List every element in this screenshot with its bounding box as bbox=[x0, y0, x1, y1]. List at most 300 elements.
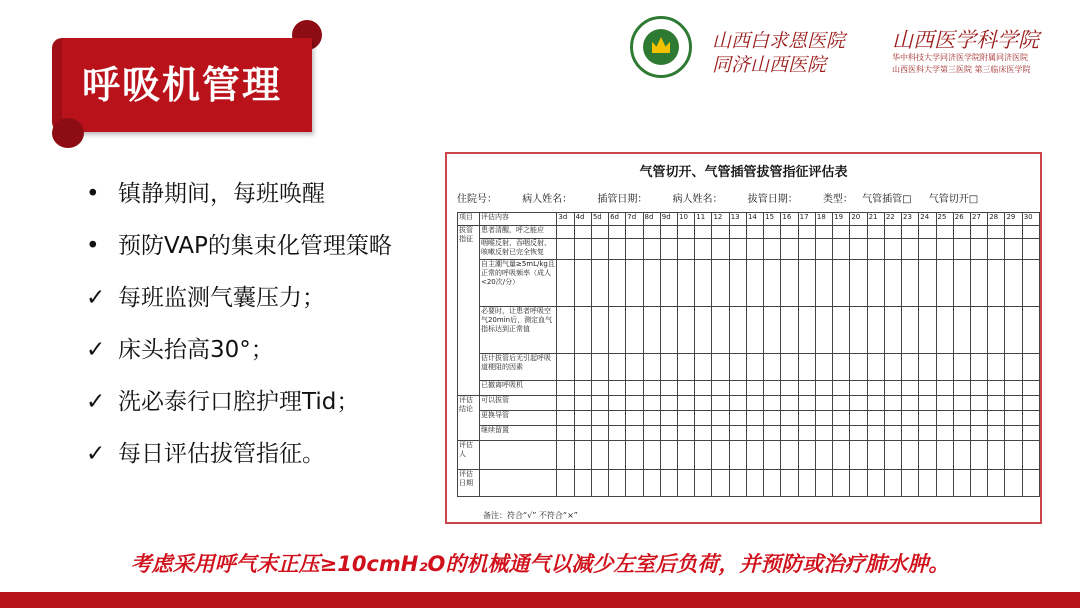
table-cell bbox=[626, 411, 643, 426]
table-row bbox=[458, 239, 1040, 260]
table-row bbox=[458, 381, 1040, 396]
table-cell bbox=[953, 426, 970, 441]
table-cell bbox=[764, 441, 781, 470]
table-cell bbox=[850, 226, 867, 239]
table-cell bbox=[936, 411, 953, 426]
table-cell bbox=[609, 426, 626, 441]
table-cell bbox=[712, 307, 729, 354]
table-cell bbox=[798, 470, 815, 497]
table-cell bbox=[970, 260, 987, 307]
bullet-icon: • bbox=[86, 181, 100, 207]
table-cell bbox=[988, 226, 1005, 239]
table-cell bbox=[626, 470, 643, 497]
header-day: 25 bbox=[936, 213, 953, 226]
header-day: 29 bbox=[1005, 213, 1022, 226]
table-cell bbox=[764, 239, 781, 260]
table-cell bbox=[781, 396, 798, 411]
table-cell bbox=[884, 307, 901, 354]
row-group: 评估结论 bbox=[458, 396, 480, 441]
table-cell bbox=[884, 381, 901, 396]
table-cell bbox=[557, 260, 574, 307]
table-cell bbox=[695, 426, 712, 441]
table-cell bbox=[953, 441, 970, 470]
table-cell bbox=[609, 381, 626, 396]
table-cell bbox=[712, 381, 729, 396]
header-day: 18 bbox=[815, 213, 832, 226]
table-cell bbox=[798, 381, 815, 396]
table-cell bbox=[815, 396, 832, 411]
table-cell bbox=[746, 470, 763, 497]
table-cell bbox=[574, 441, 591, 470]
page-title: 呼吸机管理 bbox=[82, 63, 283, 107]
table-row bbox=[458, 260, 1040, 307]
table-cell bbox=[678, 411, 695, 426]
table-cell bbox=[591, 396, 608, 411]
table-cell bbox=[626, 441, 643, 470]
header-day: 4d bbox=[574, 213, 591, 226]
table-cell bbox=[988, 307, 1005, 354]
table-cell bbox=[1005, 470, 1022, 497]
table-cell bbox=[884, 396, 901, 411]
table-cell bbox=[919, 354, 936, 381]
table-cell bbox=[867, 381, 884, 396]
info-field: 病人姓名： bbox=[522, 194, 573, 205]
list-item bbox=[86, 428, 446, 480]
table-header-row bbox=[458, 213, 1040, 226]
header-day: 30 bbox=[1022, 213, 1039, 226]
table-cell bbox=[781, 260, 798, 307]
table-cell bbox=[695, 239, 712, 260]
table-cell bbox=[660, 381, 677, 396]
table-cell bbox=[1005, 354, 1022, 381]
table-cell bbox=[902, 470, 919, 497]
table-cell bbox=[626, 354, 643, 381]
table-cell bbox=[902, 239, 919, 260]
info-field: 插管日期： bbox=[597, 194, 648, 205]
table-cell bbox=[574, 426, 591, 441]
table-cell bbox=[833, 239, 850, 260]
info-field: 住院号： bbox=[457, 194, 497, 205]
table-cell bbox=[919, 260, 936, 307]
table-cell bbox=[729, 426, 746, 441]
table-cell bbox=[833, 441, 850, 470]
table-cell bbox=[988, 396, 1005, 411]
header-day: 11 bbox=[695, 213, 712, 226]
table-cell bbox=[574, 260, 591, 307]
table-cell bbox=[557, 239, 574, 260]
table-cell bbox=[867, 411, 884, 426]
table-cell bbox=[729, 411, 746, 426]
table-cell bbox=[660, 396, 677, 411]
table-cell bbox=[902, 411, 919, 426]
table-row bbox=[458, 426, 1040, 441]
header-day: 28 bbox=[988, 213, 1005, 226]
table-cell bbox=[970, 239, 987, 260]
table-cell bbox=[919, 396, 936, 411]
table-cell bbox=[1005, 411, 1022, 426]
table-cell bbox=[798, 307, 815, 354]
table-row bbox=[458, 470, 1040, 497]
table-cell bbox=[936, 441, 953, 470]
bullet-icon: • bbox=[86, 233, 100, 259]
table-cell bbox=[798, 426, 815, 441]
table-cell bbox=[591, 260, 608, 307]
table-cell bbox=[1022, 411, 1039, 426]
table-cell bbox=[970, 396, 987, 411]
table-cell bbox=[867, 226, 884, 239]
table-cell bbox=[695, 411, 712, 426]
table-cell bbox=[798, 260, 815, 307]
table-cell bbox=[781, 441, 798, 470]
table-cell bbox=[970, 307, 987, 354]
table-cell bbox=[884, 260, 901, 307]
table-cell bbox=[678, 441, 695, 470]
assessment-form bbox=[445, 152, 1042, 524]
row-group: 评估日期 bbox=[458, 470, 480, 497]
header-day: 24 bbox=[919, 213, 936, 226]
table-cell bbox=[781, 354, 798, 381]
table-cell bbox=[1005, 226, 1022, 239]
table-cell bbox=[953, 226, 970, 239]
list-item-text: 镇静期间，每班唤醒 bbox=[118, 181, 325, 207]
table-cell bbox=[1005, 426, 1022, 441]
table-cell bbox=[1022, 226, 1039, 239]
table-cell bbox=[591, 239, 608, 260]
table-cell bbox=[815, 381, 832, 396]
table-cell bbox=[850, 354, 867, 381]
table-cell bbox=[643, 239, 660, 260]
table-cell bbox=[609, 396, 626, 411]
table-cell bbox=[643, 411, 660, 426]
table-cell bbox=[919, 226, 936, 239]
list-item bbox=[86, 220, 446, 272]
table-cell bbox=[574, 239, 591, 260]
header-day: 17 bbox=[798, 213, 815, 226]
table-row bbox=[458, 307, 1040, 354]
table-cell bbox=[988, 381, 1005, 396]
table-cell bbox=[902, 354, 919, 381]
table-cell bbox=[988, 260, 1005, 307]
table-cell bbox=[557, 226, 574, 239]
header-day: 10 bbox=[678, 213, 695, 226]
table-cell bbox=[936, 260, 953, 307]
table-cell bbox=[833, 260, 850, 307]
table-cell bbox=[557, 354, 574, 381]
table-cell bbox=[609, 441, 626, 470]
footer-note: 考虑采用呼气末正压≥10cmH₂O的机械通气以减少左室后负荷，并预防或治疗肺水肿。 bbox=[130, 552, 950, 576]
table-cell bbox=[712, 239, 729, 260]
table-cell bbox=[574, 470, 591, 497]
table-cell bbox=[867, 426, 884, 441]
table-cell bbox=[798, 354, 815, 381]
hospital-emblem-icon bbox=[630, 16, 692, 78]
table-cell bbox=[678, 239, 695, 260]
table-cell bbox=[695, 470, 712, 497]
table-cell bbox=[936, 381, 953, 396]
table-cell bbox=[712, 396, 729, 411]
table-cell bbox=[591, 441, 608, 470]
table-cell bbox=[936, 470, 953, 497]
table-cell bbox=[988, 354, 1005, 381]
table-cell bbox=[781, 239, 798, 260]
table-cell bbox=[660, 411, 677, 426]
academy-sub-line1: 华中科技大学同济医学院附属同济医院 bbox=[892, 53, 1028, 62]
form-note: 备注：符合“√” 不符合“×” bbox=[483, 511, 578, 520]
table-cell bbox=[712, 426, 729, 441]
info-field: 病人姓名： bbox=[672, 194, 723, 205]
list-item-text: 洗必泰行口腔护理Tid； bbox=[118, 389, 360, 415]
list-item bbox=[86, 272, 446, 324]
table-cell bbox=[764, 426, 781, 441]
table-cell bbox=[815, 354, 832, 381]
table-cell bbox=[1005, 307, 1022, 354]
assessment-table bbox=[457, 212, 1040, 497]
table-cell bbox=[781, 426, 798, 441]
table-cell bbox=[850, 260, 867, 307]
check-icon: ✓ bbox=[86, 285, 106, 311]
table-cell bbox=[626, 307, 643, 354]
table-cell bbox=[746, 239, 763, 260]
table-cell bbox=[953, 396, 970, 411]
table-cell bbox=[850, 470, 867, 497]
row-item: 患者清醒，呼之能应 bbox=[479, 226, 556, 239]
table-cell bbox=[884, 226, 901, 239]
table-cell bbox=[712, 354, 729, 381]
table-cell bbox=[919, 411, 936, 426]
table-cell bbox=[643, 226, 660, 239]
table-cell bbox=[729, 381, 746, 396]
table-cell bbox=[695, 354, 712, 381]
table-cell bbox=[781, 381, 798, 396]
table-cell bbox=[919, 470, 936, 497]
header-day: 23 bbox=[902, 213, 919, 226]
row-item: 自主潮气量≥5mL/kg且正常的呼吸频率（成人<20次/分） bbox=[479, 260, 556, 307]
table-cell bbox=[678, 354, 695, 381]
table-cell bbox=[678, 260, 695, 307]
row-item: 估计拔管后无引起呼吸道梗阻的因素 bbox=[479, 354, 556, 381]
table-cell bbox=[591, 426, 608, 441]
table-cell bbox=[970, 441, 987, 470]
table-cell bbox=[678, 307, 695, 354]
table-cell bbox=[1005, 260, 1022, 307]
table-cell bbox=[557, 441, 574, 470]
header-day: 5d bbox=[591, 213, 608, 226]
info-field: 气管切开□ bbox=[928, 194, 979, 205]
table-cell bbox=[970, 470, 987, 497]
table-cell bbox=[833, 226, 850, 239]
table-cell bbox=[953, 470, 970, 497]
table-cell bbox=[815, 239, 832, 260]
table-cell bbox=[781, 307, 798, 354]
table-cell bbox=[919, 239, 936, 260]
table-cell bbox=[884, 354, 901, 381]
table-cell bbox=[850, 441, 867, 470]
table-cell bbox=[815, 441, 832, 470]
table-cell bbox=[695, 226, 712, 239]
check-icon: ✓ bbox=[86, 337, 106, 363]
table-cell bbox=[746, 396, 763, 411]
table-cell bbox=[643, 260, 660, 307]
table-cell bbox=[953, 239, 970, 260]
table-cell bbox=[798, 239, 815, 260]
table-cell bbox=[643, 307, 660, 354]
table-cell bbox=[902, 307, 919, 354]
table-cell bbox=[919, 426, 936, 441]
table-cell bbox=[902, 426, 919, 441]
table-cell bbox=[746, 411, 763, 426]
table-cell bbox=[936, 354, 953, 381]
table-cell bbox=[988, 441, 1005, 470]
table-cell bbox=[850, 396, 867, 411]
table-cell bbox=[764, 260, 781, 307]
table-cell bbox=[884, 239, 901, 260]
table-cell bbox=[557, 426, 574, 441]
table-cell bbox=[660, 470, 677, 497]
table-cell bbox=[884, 411, 901, 426]
table-cell bbox=[626, 226, 643, 239]
table-cell bbox=[746, 441, 763, 470]
header-day: 27 bbox=[970, 213, 987, 226]
table-cell bbox=[609, 411, 626, 426]
table-cell bbox=[626, 396, 643, 411]
table-cell bbox=[867, 354, 884, 381]
header-day: 21 bbox=[867, 213, 884, 226]
table-cell bbox=[970, 381, 987, 396]
table-cell bbox=[970, 426, 987, 441]
table-cell bbox=[884, 426, 901, 441]
table-cell bbox=[591, 470, 608, 497]
table-cell bbox=[729, 260, 746, 307]
table-cell bbox=[850, 239, 867, 260]
info-field: 类型： bbox=[822, 194, 853, 205]
table-cell bbox=[764, 411, 781, 426]
table-cell bbox=[660, 239, 677, 260]
table-cell bbox=[574, 226, 591, 239]
table-cell bbox=[953, 260, 970, 307]
table-cell bbox=[626, 260, 643, 307]
table-cell bbox=[1022, 470, 1039, 497]
check-icon: ✓ bbox=[86, 441, 106, 467]
table-cell bbox=[764, 307, 781, 354]
table-row bbox=[458, 411, 1040, 426]
table-cell bbox=[815, 260, 832, 307]
table-cell bbox=[1022, 260, 1039, 307]
table-cell bbox=[988, 426, 1005, 441]
list-item-text: 预防VAP的集束化管理策略 bbox=[118, 233, 392, 259]
table-cell bbox=[660, 426, 677, 441]
table-cell bbox=[557, 396, 574, 411]
table-cell bbox=[609, 470, 626, 497]
table-cell bbox=[712, 441, 729, 470]
list-item-text: 床头抬高30°； bbox=[118, 337, 274, 363]
row-item bbox=[479, 470, 556, 497]
table-cell bbox=[574, 396, 591, 411]
table-cell bbox=[902, 226, 919, 239]
table-cell bbox=[902, 260, 919, 307]
table-cell bbox=[626, 381, 643, 396]
info-field: 拔管日期： bbox=[747, 194, 798, 205]
table-cell bbox=[729, 226, 746, 239]
table-cell bbox=[1005, 441, 1022, 470]
table-cell bbox=[643, 381, 660, 396]
emblem-center bbox=[643, 29, 679, 65]
table-cell bbox=[574, 381, 591, 396]
academy-name: 山西医学科学院 bbox=[892, 28, 1039, 52]
table-cell bbox=[746, 226, 763, 239]
table-cell bbox=[815, 470, 832, 497]
table-cell bbox=[695, 260, 712, 307]
row-item bbox=[479, 441, 556, 470]
table-cell bbox=[970, 411, 987, 426]
table-cell bbox=[833, 411, 850, 426]
table-cell bbox=[746, 260, 763, 307]
header-day: 26 bbox=[953, 213, 970, 226]
table-cell bbox=[833, 307, 850, 354]
row-group: 评估人 bbox=[458, 441, 480, 470]
table-cell bbox=[936, 239, 953, 260]
table-cell bbox=[867, 441, 884, 470]
form-title: 气管切开、气管插管拔管指征评估表 bbox=[639, 165, 848, 180]
table-cell bbox=[798, 396, 815, 411]
table-cell bbox=[574, 411, 591, 426]
table-cell bbox=[988, 470, 1005, 497]
table-cell bbox=[660, 307, 677, 354]
table-cell bbox=[746, 381, 763, 396]
table-cell bbox=[678, 381, 695, 396]
table-cell bbox=[591, 381, 608, 396]
header-content: 评估内容 bbox=[479, 213, 556, 226]
table-cell bbox=[867, 470, 884, 497]
table-row bbox=[458, 226, 1040, 239]
table-cell bbox=[609, 307, 626, 354]
list-item bbox=[86, 168, 446, 220]
table-cell bbox=[1005, 381, 1022, 396]
table-cell bbox=[695, 307, 712, 354]
table-cell bbox=[833, 396, 850, 411]
header-day: 8d bbox=[643, 213, 660, 226]
table-cell bbox=[850, 381, 867, 396]
table-cell bbox=[1022, 426, 1039, 441]
table-cell bbox=[970, 354, 987, 381]
table-cell bbox=[729, 239, 746, 260]
table-cell bbox=[574, 354, 591, 381]
table-cell bbox=[591, 354, 608, 381]
table-cell bbox=[695, 381, 712, 396]
table-cell bbox=[815, 226, 832, 239]
table-cell bbox=[919, 441, 936, 470]
table-cell bbox=[815, 307, 832, 354]
list-item-text: 每班监测气囊压力； bbox=[118, 285, 325, 311]
table-cell bbox=[988, 411, 1005, 426]
table-cell bbox=[1022, 441, 1039, 470]
table-cell bbox=[781, 226, 798, 239]
table-cell bbox=[953, 307, 970, 354]
table-cell bbox=[609, 226, 626, 239]
table-cell bbox=[936, 226, 953, 239]
table-cell bbox=[833, 426, 850, 441]
row-item: 已撤离呼吸机 bbox=[479, 381, 556, 396]
table-cell bbox=[781, 411, 798, 426]
table-cell bbox=[643, 426, 660, 441]
table-cell bbox=[919, 307, 936, 354]
check-icon: ✓ bbox=[86, 389, 106, 415]
table-cell bbox=[764, 470, 781, 497]
hospital-name-line1: 山西白求恩医院 bbox=[712, 30, 846, 52]
row-item: 必要时，让患者呼吸空气20min后，测定血气指标达到正常值 bbox=[479, 307, 556, 354]
header-day: 6d bbox=[609, 213, 626, 226]
table-cell bbox=[1022, 354, 1039, 381]
table-cell bbox=[815, 411, 832, 426]
